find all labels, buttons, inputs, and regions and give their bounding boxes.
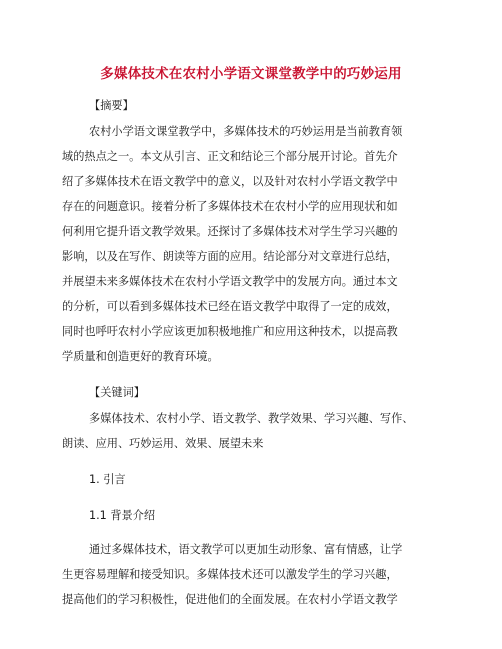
abstract-line: 农村小学语文课堂教学中，多媒体技术的巧妙运用是当前教育领	[89, 125, 403, 138]
keywords-heading: 【关键词】	[89, 386, 145, 399]
abstract-line: 影响，以及在写作、朗读等方面的应用。结论部分对文章进行总结，	[62, 250, 398, 263]
section-heading: 1. 引言	[89, 473, 126, 486]
document-title: 多媒体技术在农村小学语文课堂教学中的巧妙运用	[100, 66, 402, 82]
keywords-line: 朗读、应用、巧妙运用、效果、展望未来	[62, 437, 264, 450]
body-line: 生更容易理解和接受知识。多媒体技术还可以激发学生的学习兴趣，	[62, 568, 398, 581]
abstract-line: 学质量和创造更好的教育环境。	[62, 350, 219, 363]
abstract-line: 何利用它提升语文教学效果。还探讨了多媒体技术对学生学习兴趣的	[62, 225, 398, 238]
abstract-line: 的分析，可以看到多媒体技术已经在语文教学中取得了一定的成效，	[62, 300, 398, 313]
abstract-line: 域的热点之一。本文从引言、正文和结论三个部分展开讨论。首先介	[62, 150, 398, 163]
abstract-line: 并展望未来多媒体技术在农村小学语文教学中的发展方向。通过本文	[62, 275, 398, 288]
body-line: 通过多媒体技术，语文教学可以更加生动形象、富有情感，让学	[89, 543, 403, 556]
keywords-line: 多媒体技术、农村小学、语文教学、教学效果、学习兴趣、写作、	[89, 412, 414, 425]
body-line: 提高他们的学习积极性，促进他们的全面发展。在农村小学语文教学	[62, 593, 398, 606]
abstract-heading: 【摘要】	[89, 99, 134, 112]
abstract-line: 同时也呼吁农村小学应该更加积极地推广和应用这种技术，以提高教	[62, 325, 398, 338]
abstract-line: 绍了多媒体技术在语文教学中的意义，以及针对农村小学语文教学中	[62, 175, 398, 188]
subsection-heading: 1.1 背景介绍	[89, 509, 156, 522]
abstract-line: 存在的问题意识。接着分析了多媒体技术在农村小学的应用现状和如	[62, 200, 398, 213]
